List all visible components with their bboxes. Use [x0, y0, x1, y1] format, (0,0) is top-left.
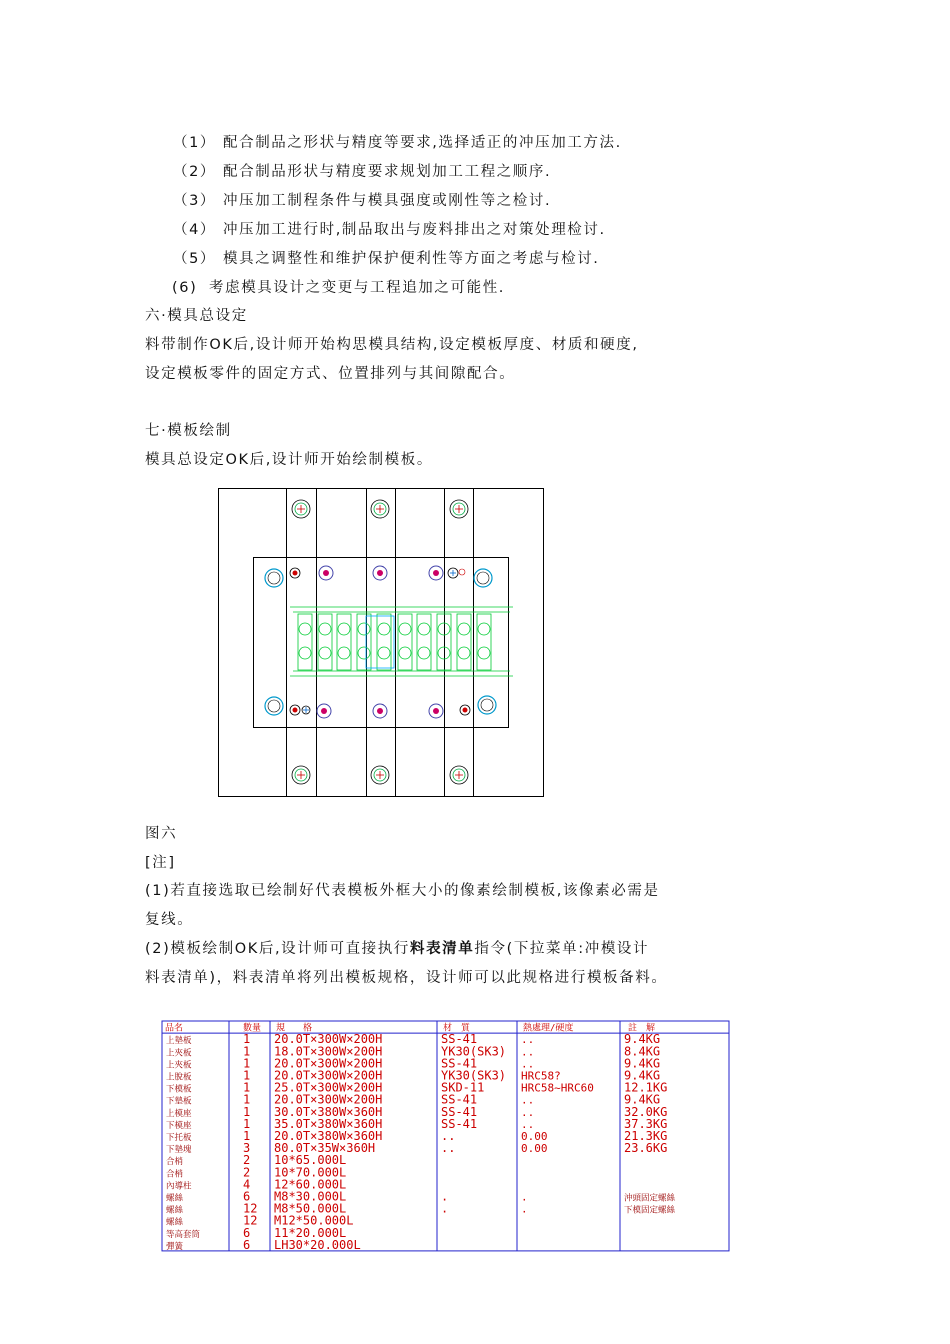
bom-cell: 1 — [243, 1092, 251, 1107]
bom-cell: 下墊板 — [166, 1096, 192, 1107]
bom-cell: 12.1KG — [624, 1080, 668, 1095]
note-item2-text-before: (2)模板绘制OK后,设计师可直接执行 — [145, 941, 410, 957]
bom-cell: 彈簧 — [166, 1241, 184, 1252]
bom-cell: .. — [521, 1105, 535, 1119]
bom-cell: 螺絲 — [166, 1193, 184, 1204]
bom-cell: 下模座 — [166, 1120, 192, 1131]
bom-cell: .. — [441, 1141, 456, 1156]
bom-cell: 沖頭固定螺絲 — [624, 1193, 676, 1204]
section7-heading: 七·模板绘制 — [145, 423, 232, 439]
bom-cell: .. — [521, 1057, 535, 1071]
bom-cell: 合梢 — [166, 1169, 184, 1180]
bom-cell: 螺絲 — [166, 1205, 184, 1216]
bom-cell: YK30(SK3) — [441, 1044, 507, 1059]
list-item — [173, 247, 600, 268]
bom-cell: 9.4KG — [624, 1092, 661, 1107]
bom-cell: 0.00 — [521, 1142, 548, 1156]
bom-cell: .. — [521, 1093, 535, 1107]
bom-cell: SS-41 — [441, 1116, 478, 1131]
bom-cell: HRC58~HRC60 — [521, 1081, 594, 1095]
bom-cell: .. — [521, 1045, 535, 1059]
bom-cell: 1 — [243, 1129, 251, 1143]
bom-cell: 上脫板 — [166, 1072, 192, 1083]
bom-cell: 12 — [243, 1201, 258, 1216]
note-item1-line2: 复线。 — [145, 912, 194, 928]
bom-cell: 30.0T×380W×360H — [274, 1104, 383, 1119]
list-item — [173, 131, 622, 152]
list-item-number: （2） — [173, 164, 217, 180]
bom-cell: SKD-11 — [441, 1080, 485, 1095]
list-item — [173, 218, 606, 239]
list-item-number: （3） — [173, 193, 217, 209]
list-item-text: 配合制品之形状与精度等要求,选择适正的冲压加工方法. — [223, 135, 622, 151]
list-item-number: （4） — [173, 222, 217, 238]
bom-cell: 1 — [243, 1068, 251, 1083]
bom-table — [161, 1020, 731, 1254]
bom-cell: 1 — [243, 1104, 251, 1119]
bom-cell: 螺絲 — [166, 1217, 184, 1228]
bom-cell: 23.6KG — [624, 1141, 668, 1156]
figure-caption: 图六 — [145, 826, 178, 842]
bom-cell: 8.4KG — [624, 1044, 661, 1059]
note-item1-line1: (1)若直接选取已绘制好代表模板外框大小的像素绘制模板,该像素必需是 — [145, 883, 660, 899]
bom-cell: . — [441, 1201, 449, 1216]
bom-cell: 9.4KG — [624, 1032, 661, 1047]
bom-cell: M8*30.000L — [274, 1189, 347, 1204]
bom-cell: . — [521, 1190, 528, 1204]
bom-command-name: 料表清单 — [409, 941, 475, 957]
bom-cell: 上夾板 — [166, 1048, 192, 1059]
bom-cell: 下模固定螺絲 — [624, 1205, 676, 1216]
bom-cell: HRC58? — [521, 1069, 561, 1083]
bom-cell: 20.0T×300W×200H — [274, 1032, 383, 1047]
bom-cell: 合梢 — [166, 1157, 184, 1168]
bom-cell: 10*70.000L — [274, 1165, 347, 1180]
bom-cell: 80.0T×35W×360H — [274, 1141, 376, 1156]
bom-cell: . — [521, 1202, 528, 1216]
bom-cell: 32.0KG — [624, 1104, 668, 1119]
mold-plate-drawing — [218, 488, 544, 798]
note-item2-text-after: 指令(下拉菜单:冲模设计 — [474, 941, 650, 957]
bom-cell: SS-41 — [441, 1104, 478, 1119]
list-item-text: 考虑模具设计之变更与工程追加之可能性. — [209, 280, 506, 296]
list-item-text: 冲压加工制程条件与模具强度或刚性等之检讨. — [223, 193, 552, 209]
bom-header-cell: 規 格 — [276, 1023, 313, 1034]
list-item-text: 冲压加工进行时,制品取出与废料排出之对策处理检讨. — [223, 222, 606, 238]
bom-cell: 1 — [243, 1116, 251, 1131]
bom-cell: 內導柱 — [166, 1181, 192, 1192]
note-label: [注] — [145, 855, 176, 871]
note-item2-line1 — [145, 937, 649, 958]
bom-cell: 3 — [243, 1141, 251, 1156]
list-item-text: 模具之调整性和维护保护便利性等方面之考虑与检讨. — [223, 251, 600, 267]
bom-header-cell: 數量 — [243, 1023, 262, 1034]
bom-cell: 12*60.000L — [274, 1177, 347, 1192]
bom-cell: 1 — [243, 1032, 251, 1047]
bom-cell: 6 — [243, 1225, 251, 1240]
bom-cell: 上墊板 — [166, 1036, 192, 1047]
bom-cell: M12*50.000L — [274, 1213, 354, 1228]
bom-cell: 下托板 — [166, 1133, 192, 1143]
bom-cells — [165, 1022, 676, 1252]
bom-cell: 上夾板 — [166, 1060, 192, 1071]
bom-cell: 0.00 — [521, 1130, 548, 1143]
bom-cell: 12 — [243, 1213, 258, 1228]
note-item2-line2: 料表清单)，料表清单将列出模板规格，设计师可以此规格进行模板备料。 — [145, 970, 668, 986]
bom-cell: 1 — [243, 1080, 251, 1095]
bom-cell: .. — [521, 1117, 535, 1131]
bom-cell: 上模座 — [166, 1108, 192, 1119]
bom-cell: .. — [441, 1129, 456, 1143]
bom-cell: .. — [521, 1033, 535, 1047]
bom-cell: 2 — [243, 1153, 251, 1168]
bom-cell: 18.0T×300W×200H — [274, 1044, 383, 1059]
inner-plate-outline — [254, 558, 509, 728]
bom-header-cell: 材 質 — [443, 1023, 471, 1034]
bom-header-cell: 熱處理/硬度 — [523, 1023, 574, 1034]
bom-cell: 下模板 — [166, 1084, 192, 1095]
bom-cell: M8*50.000L — [274, 1201, 347, 1216]
bom-cell: 等高套筒 — [166, 1229, 201, 1240]
list-item-number: （1） — [173, 135, 217, 151]
bom-cell: 1 — [243, 1044, 251, 1059]
bom-cell: 6 — [243, 1189, 251, 1204]
section7-paragraph: 模具总设定OK后,设计师开始绘制模板。 — [145, 452, 433, 468]
bom-cell: LH30*20.000L — [274, 1237, 361, 1252]
bom-cell: 下墊塊 — [166, 1145, 192, 1156]
bom-cell: 25.0T×300W×200H — [274, 1080, 383, 1095]
bom-cell: 35.0T×380W×360H — [274, 1116, 383, 1131]
bom-cell: 4 — [243, 1177, 251, 1192]
bom-cell: 9.4KG — [624, 1056, 661, 1071]
section6-paragraph-line2: 设定模板零件的固定方式、位置排列与其间隙配合。 — [145, 366, 516, 382]
bom-cell: 6 — [243, 1237, 251, 1252]
bom-cell: SS-41 — [441, 1032, 478, 1047]
bom-cell: SS-41 — [441, 1092, 478, 1107]
section6-paragraph-line1: 料带制作OK后,设计师开始构思模具结构,设定模板厚度、材质和硬度, — [145, 337, 639, 353]
list-item — [173, 189, 551, 210]
bom-cell: 37.3KG — [624, 1116, 668, 1131]
list-item-text: 配合制品形状与精度要求规划加工工程之顺序. — [223, 164, 552, 180]
bom-cell: 11*20.000L — [274, 1225, 347, 1240]
bom-cell: YK30(SK3) — [441, 1068, 507, 1083]
list-item — [173, 160, 551, 181]
bom-cell: 21.3KG — [624, 1129, 668, 1143]
list-item-number: （5） — [173, 251, 217, 267]
list-item-number: (6) — [172, 280, 198, 296]
bom-cell: 9.4KG — [624, 1068, 661, 1083]
bom-cell: 10*65.000L — [274, 1153, 347, 1168]
section6-heading: 六·模具总设定 — [145, 308, 248, 324]
list-item — [172, 276, 505, 297]
bom-cell: 20.0T×300W×200H — [274, 1068, 383, 1083]
bom-header-cell: 品名 — [165, 1023, 184, 1034]
bom-cell: 20.0T×380W×360H — [274, 1129, 383, 1143]
bom-cell: 20.0T×300W×200H — [274, 1092, 383, 1107]
bom-cell: 2 — [243, 1165, 251, 1180]
bom-cell: 20.0T×300W×200H — [274, 1056, 383, 1071]
bom-cell: . — [441, 1189, 449, 1204]
bom-cell: 1 — [243, 1056, 251, 1071]
bom-cell: SS-41 — [441, 1056, 478, 1071]
bom-header-cell: 註 解 — [628, 1023, 656, 1034]
